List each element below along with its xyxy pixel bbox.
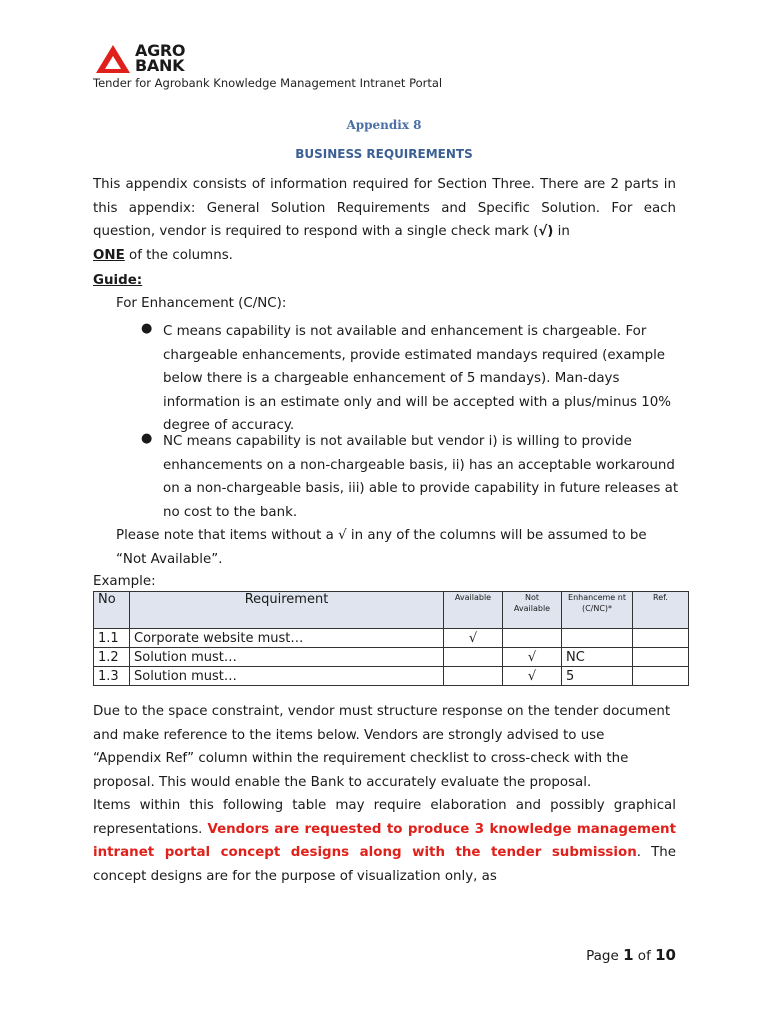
row-not-available: √ bbox=[503, 667, 562, 686]
concept-design-requirement: Vendors are requested to produce 3 knowledge management intranet portal concept designs along with the tender submission bbox=[93, 821, 676, 860]
agrobank-logo-icon bbox=[95, 44, 131, 74]
bullet-item-nc: NC means capability is not available but vendor i) is willing to provide enhancements on a non-chargeable basis, ii) has an acceptable workaround on a non-chargeable basis, iii) able to provide capability in future releases at no cost to the bank. bbox=[163, 434, 679, 520]
document-header-title: Tender for Agrobank Knowledge Management Intranet Portal bbox=[93, 76, 443, 90]
not-available-note: Please note that items without a √ in any of the columns will be assumed to be “Not Available”. bbox=[116, 528, 647, 567]
total-pages: 10 bbox=[655, 946, 676, 964]
bullet-icon: ● bbox=[141, 431, 153, 446]
row-ref bbox=[633, 629, 689, 648]
intro-one-emphasis: ONE bbox=[93, 247, 125, 263]
row-ref bbox=[633, 667, 689, 686]
row-ref bbox=[633, 648, 689, 667]
row-enhancement: 5 bbox=[562, 667, 633, 686]
closing-text-2-end: . The concept designs are for the purpose of visualization only, as bbox=[93, 845, 677, 884]
row-requirement: Solution must… bbox=[130, 667, 444, 686]
row-requirement: Corporate website must… bbox=[130, 629, 444, 648]
logo-line-2: BANK bbox=[135, 56, 185, 75]
bullet-icon: ● bbox=[141, 321, 153, 336]
bullet-item-c: C means capability is not available and enhancement is chargeable. For chargeable enhancements, provide estimated mandays required (example below there is a chargeable enhancement of 5 mandays). Man-days information is an estimate only and will be accepted with a plus/minus 10% degree of accuracy. bbox=[163, 324, 671, 433]
row-not-available bbox=[503, 629, 562, 648]
row-not-available: √ bbox=[503, 648, 562, 667]
for-enhancement-label: For Enhancement (C/NC): bbox=[116, 296, 287, 311]
closing-text-2 bbox=[93, 794, 676, 888]
check-mark-symbol: √) bbox=[538, 224, 554, 239]
intro-text-2: in bbox=[553, 224, 570, 239]
of-word: of bbox=[633, 948, 656, 964]
example-label: Example: bbox=[93, 574, 156, 589]
intro-paragraph bbox=[93, 173, 676, 267]
intro-text-3: of the columns. bbox=[124, 247, 233, 263]
col-header-ref: Ref. bbox=[633, 592, 689, 629]
col-header-enhancement: Enhanceme nt (C/NC)* bbox=[562, 592, 633, 629]
row-enhancement: NC bbox=[562, 648, 633, 667]
table-row bbox=[94, 629, 689, 648]
intro-text-1: This appendix consists of information required for Section Three. There are 2 parts in this appendix: General Solution Requirements and Specific Solution. For each question, vendor is required to respond with a single check mark ( bbox=[93, 177, 676, 239]
row-no: 1.3 bbox=[94, 667, 130, 686]
col-header-not-available: Not Available bbox=[503, 592, 562, 629]
row-no: 1.2 bbox=[94, 648, 130, 667]
example-table bbox=[93, 591, 689, 686]
page-word: Page bbox=[586, 948, 624, 964]
closing-text-2-start: Items within this following table may require elaboration and possibly graphical representations. bbox=[93, 798, 676, 837]
row-available bbox=[444, 667, 503, 686]
guide-heading: Guide: bbox=[93, 273, 143, 288]
logo-wordmark bbox=[135, 43, 185, 73]
col-header-requirement: Requirement bbox=[130, 592, 444, 629]
table-row bbox=[94, 667, 689, 686]
row-no: 1.1 bbox=[94, 629, 130, 648]
agrobank-logo bbox=[95, 41, 195, 76]
closing-paragraph bbox=[93, 700, 676, 888]
row-available: √ bbox=[444, 629, 503, 648]
current-page: 1 bbox=[623, 946, 634, 964]
row-requirement: Solution must… bbox=[130, 648, 444, 667]
col-header-no: No bbox=[94, 592, 130, 629]
closing-text-1: Due to the space constraint, vendor must structure response on the tender document and make reference to the items below. Vendors are strongly advised to use “Appendix Ref” column within the requirement checklist to cross-check with the proposal. This would enable the Bank to accurately evaluate the proposal. bbox=[93, 704, 671, 790]
col-header-available: Available bbox=[444, 592, 503, 629]
appendix-title: Appendix 8 bbox=[346, 118, 422, 132]
table-row bbox=[94, 648, 689, 667]
page-number bbox=[586, 946, 676, 964]
table-header-row bbox=[94, 592, 689, 629]
row-available bbox=[444, 648, 503, 667]
section-title: BUSINESS REQUIREMENTS bbox=[295, 147, 473, 161]
logo-line-1: AGRO bbox=[135, 41, 186, 60]
row-enhancement bbox=[562, 629, 633, 648]
